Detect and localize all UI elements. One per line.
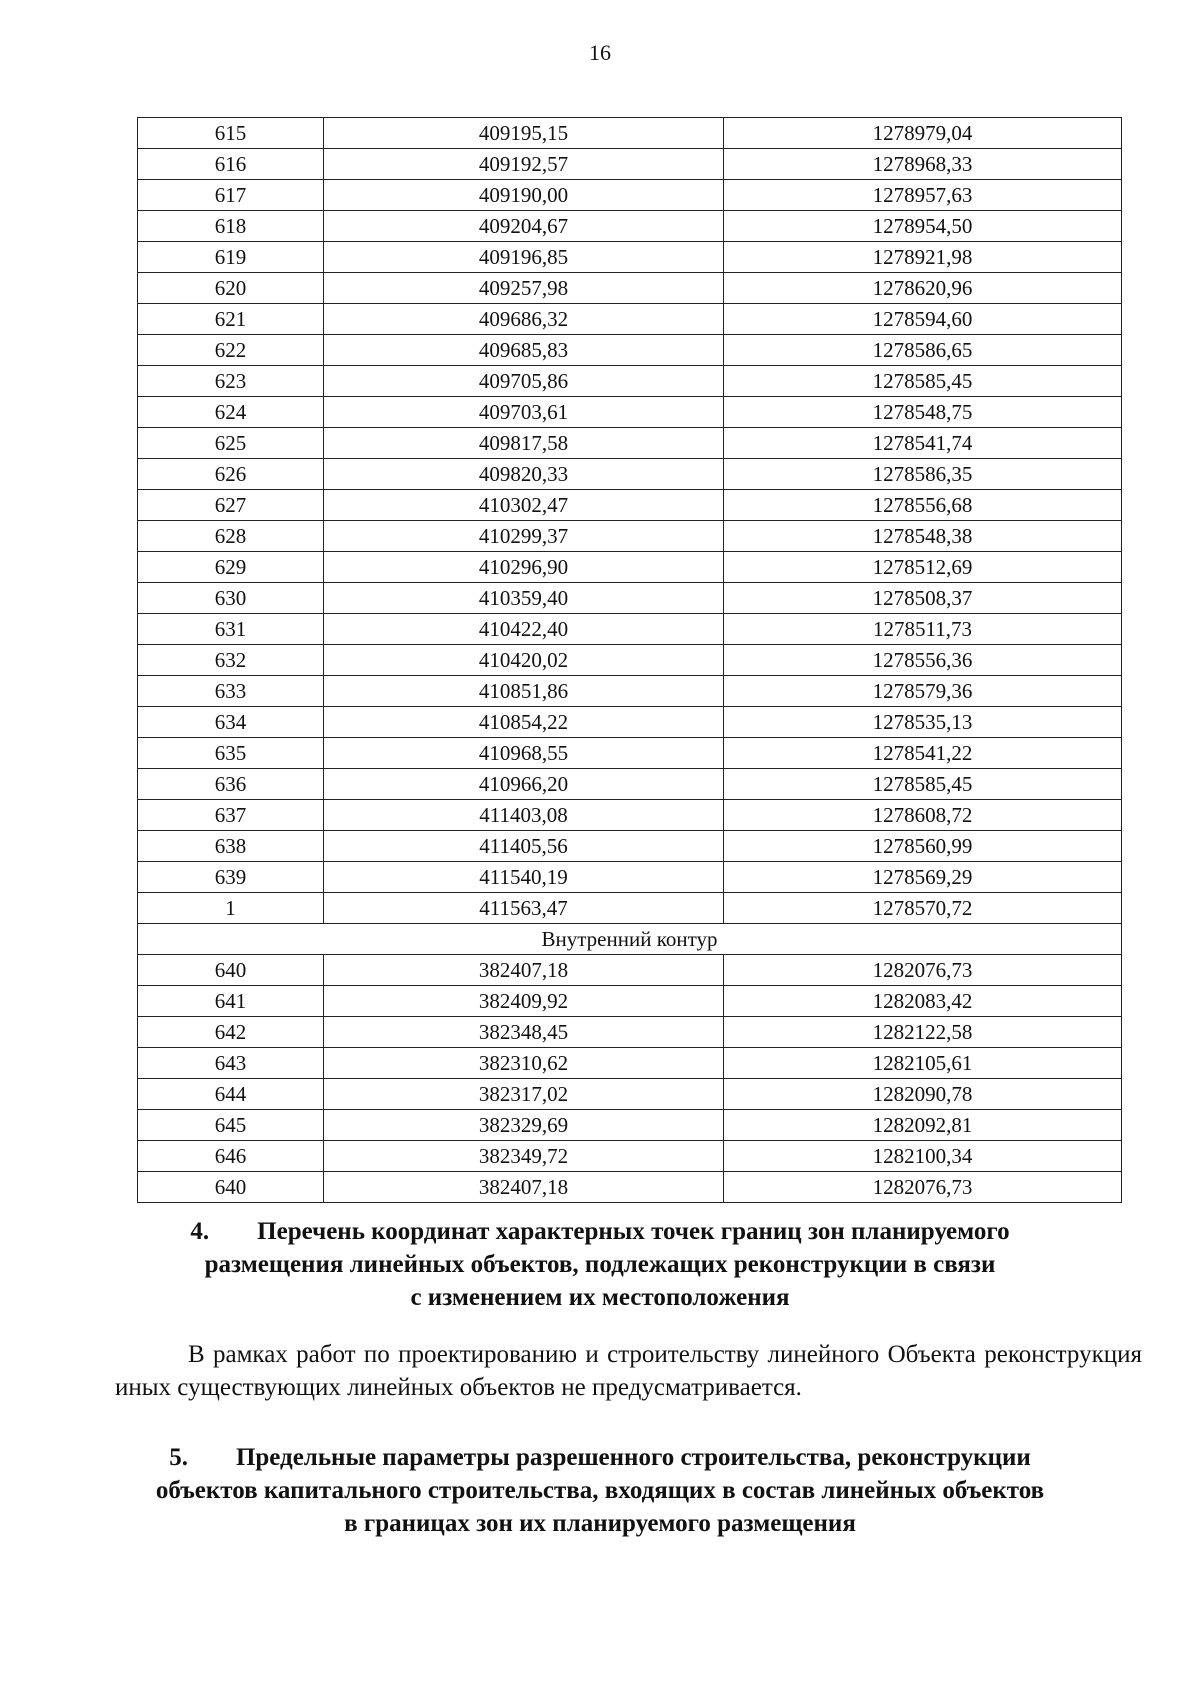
table-row — [138, 614, 1122, 645]
point-number-cell: 615 — [138, 118, 324, 149]
x-coordinate-cell: 411540,19 — [324, 862, 724, 893]
x-coordinate-cell: 409196,85 — [324, 242, 724, 273]
point-number-cell: 620 — [138, 273, 324, 304]
point-number-cell: 627 — [138, 490, 324, 521]
table-row — [138, 893, 1122, 924]
x-coordinate-cell: 409204,67 — [324, 211, 724, 242]
y-coordinate-cell: 1278968,33 — [724, 149, 1122, 180]
y-coordinate-cell: 1282083,42 — [724, 986, 1122, 1017]
point-number-cell: 622 — [138, 335, 324, 366]
y-coordinate-cell: 1282100,34 — [724, 1141, 1122, 1172]
x-coordinate-cell: 382349,72 — [324, 1141, 724, 1172]
y-coordinate-cell: 1278535,13 — [724, 707, 1122, 738]
y-coordinate-cell: 1278511,73 — [724, 614, 1122, 645]
table-row — [138, 149, 1122, 180]
table-row — [138, 180, 1122, 211]
point-number-cell: 618 — [138, 211, 324, 242]
point-number-cell: 646 — [138, 1141, 324, 1172]
section-4-title-line-2: размещения линейных объектов, подлежащих реконструкции в связи — [204, 1251, 996, 1278]
section-4-title-line-1: Перечень координат характерных точек границ зон планируемого — [257, 1218, 1010, 1245]
x-coordinate-cell: 410420,02 — [324, 645, 724, 676]
table-row — [138, 521, 1122, 552]
table-row — [138, 552, 1122, 583]
table-row — [138, 1110, 1122, 1141]
point-number-cell: 637 — [138, 800, 324, 831]
y-coordinate-cell: 1282076,73 — [724, 1172, 1122, 1203]
y-coordinate-cell: 1278556,68 — [724, 490, 1122, 521]
y-coordinate-cell: 1278541,22 — [724, 738, 1122, 769]
section-5-title-line-1: Предельные параметры разрешенного строительства, реконструкции — [235, 1444, 1031, 1471]
table-row — [138, 1048, 1122, 1079]
x-coordinate-cell: 410299,37 — [324, 521, 724, 552]
table-row — [138, 1141, 1122, 1172]
inner-contour-label: Внутренний контур — [138, 924, 1122, 955]
point-number-cell: 639 — [138, 862, 324, 893]
point-number-cell: 642 — [138, 1017, 324, 1048]
y-coordinate-cell: 1278579,36 — [724, 676, 1122, 707]
x-coordinate-cell: 409257,98 — [324, 273, 724, 304]
point-number-cell: 635 — [138, 738, 324, 769]
section-4-title-line-3: с изменением их местоположения — [410, 1284, 790, 1311]
section-4-paragraph: В рамках работ по проектированию и строительству линейного Объекта реконструкция иных существующих линейных объектов не предусматривается. — [115, 1341, 1142, 1401]
table-row — [138, 831, 1122, 862]
table-row — [138, 769, 1122, 800]
point-number-cell: 643 — [138, 1048, 324, 1079]
coordinates-table-body — [138, 118, 1122, 1203]
x-coordinate-cell: 382329,69 — [324, 1110, 724, 1141]
y-coordinate-cell: 1278556,36 — [724, 645, 1122, 676]
point-number-cell: 631 — [138, 614, 324, 645]
x-coordinate-cell: 410968,55 — [324, 738, 724, 769]
y-coordinate-cell: 1278548,75 — [724, 397, 1122, 428]
x-coordinate-cell: 410854,22 — [324, 707, 724, 738]
table-row — [138, 738, 1122, 769]
x-coordinate-cell: 409705,86 — [324, 366, 724, 397]
x-coordinate-cell: 382409,92 — [324, 986, 724, 1017]
x-coordinate-cell: 382348,45 — [324, 1017, 724, 1048]
table-row — [138, 707, 1122, 738]
x-coordinate-cell: 411563,47 — [324, 893, 724, 924]
y-coordinate-cell: 1278957,63 — [724, 180, 1122, 211]
x-coordinate-cell: 409190,00 — [324, 180, 724, 211]
point-number-cell: 619 — [138, 242, 324, 273]
x-coordinate-cell: 382310,62 — [324, 1048, 724, 1079]
point-number-cell: 624 — [138, 397, 324, 428]
x-coordinate-cell: 410302,47 — [324, 490, 724, 521]
x-coordinate-cell: 409703,61 — [324, 397, 724, 428]
section-5-heading — [100, 1441, 1100, 1540]
section-4-number: 4. — [190, 1218, 210, 1245]
table-row — [138, 335, 1122, 366]
point-number-cell: 636 — [138, 769, 324, 800]
table-row — [138, 428, 1122, 459]
x-coordinate-cell: 410966,20 — [324, 769, 724, 800]
page-number: 16 — [589, 40, 611, 65]
x-coordinate-cell: 409817,58 — [324, 428, 724, 459]
section-5-title-line-3: в границах зон их планируемого размещения — [344, 1510, 856, 1537]
y-coordinate-cell: 1278979,04 — [724, 118, 1122, 149]
point-number-cell: 645 — [138, 1110, 324, 1141]
y-coordinate-cell: 1278620,96 — [724, 273, 1122, 304]
point-number-cell: 629 — [138, 552, 324, 583]
table-row — [138, 242, 1122, 273]
point-number-cell: 1 — [138, 893, 324, 924]
y-coordinate-cell: 1278508,37 — [724, 583, 1122, 614]
x-coordinate-cell: 411403,08 — [324, 800, 724, 831]
table-row — [138, 459, 1122, 490]
x-coordinate-cell: 409685,83 — [324, 335, 724, 366]
x-coordinate-cell: 409192,57 — [324, 149, 724, 180]
table-row — [138, 862, 1122, 893]
y-coordinate-cell: 1282092,81 — [724, 1110, 1122, 1141]
inner-contour-row — [138, 924, 1122, 955]
point-number-cell: 628 — [138, 521, 324, 552]
point-number-cell: 640 — [138, 1172, 324, 1203]
y-coordinate-cell: 1278512,69 — [724, 552, 1122, 583]
coordinates-table — [137, 117, 1122, 1203]
y-coordinate-cell: 1278586,65 — [724, 335, 1122, 366]
point-number-cell: 632 — [138, 645, 324, 676]
section-4-heading — [100, 1215, 1100, 1314]
table-row — [138, 583, 1122, 614]
y-coordinate-cell: 1278548,38 — [724, 521, 1122, 552]
table-row — [138, 1079, 1122, 1110]
point-number-cell: 640 — [138, 955, 324, 986]
point-number-cell: 617 — [138, 180, 324, 211]
table-row — [138, 211, 1122, 242]
point-number-cell: 644 — [138, 1079, 324, 1110]
point-number-cell: 641 — [138, 986, 324, 1017]
x-coordinate-cell: 410851,86 — [324, 676, 724, 707]
y-coordinate-cell: 1278921,98 — [724, 242, 1122, 273]
table-row — [138, 645, 1122, 676]
point-number-cell: 621 — [138, 304, 324, 335]
table-row — [138, 490, 1122, 521]
point-number-cell: 625 — [138, 428, 324, 459]
y-coordinate-cell: 1278954,50 — [724, 211, 1122, 242]
x-coordinate-cell: 410422,40 — [324, 614, 724, 645]
y-coordinate-cell: 1278594,60 — [724, 304, 1122, 335]
y-coordinate-cell: 1282076,73 — [724, 955, 1122, 986]
table-row — [138, 1017, 1122, 1048]
point-number-cell: 638 — [138, 831, 324, 862]
table-row — [138, 676, 1122, 707]
y-coordinate-cell: 1278585,45 — [724, 769, 1122, 800]
y-coordinate-cell: 1282122,58 — [724, 1017, 1122, 1048]
table-row — [138, 955, 1122, 986]
point-number-cell: 626 — [138, 459, 324, 490]
table-row — [138, 397, 1122, 428]
table-row — [138, 304, 1122, 335]
point-number-cell: 623 — [138, 366, 324, 397]
table-row — [138, 118, 1122, 149]
x-coordinate-cell: 382317,02 — [324, 1079, 724, 1110]
y-coordinate-cell: 1278608,72 — [724, 800, 1122, 831]
point-number-cell: 616 — [138, 149, 324, 180]
point-number-cell: 633 — [138, 676, 324, 707]
x-coordinate-cell: 410359,40 — [324, 583, 724, 614]
y-coordinate-cell: 1282090,78 — [724, 1079, 1122, 1110]
table-row — [138, 800, 1122, 831]
x-coordinate-cell: 409195,15 — [324, 118, 724, 149]
x-coordinate-cell: 411405,56 — [324, 831, 724, 862]
x-coordinate-cell: 410296,90 — [324, 552, 724, 583]
x-coordinate-cell: 382407,18 — [324, 955, 724, 986]
x-coordinate-cell: 409820,33 — [324, 459, 724, 490]
y-coordinate-cell: 1278569,29 — [724, 862, 1122, 893]
table-row — [138, 1172, 1122, 1203]
y-coordinate-cell: 1278541,74 — [724, 428, 1122, 459]
y-coordinate-cell: 1278570,72 — [724, 893, 1122, 924]
table-row — [138, 986, 1122, 1017]
point-number-cell: 630 — [138, 583, 324, 614]
section-5-title-line-2: объектов капитального строительства, входящих в состав линейных объектов — [155, 1477, 1045, 1504]
y-coordinate-cell: 1278560,99 — [724, 831, 1122, 862]
y-coordinate-cell: 1278585,45 — [724, 366, 1122, 397]
table-row — [138, 366, 1122, 397]
x-coordinate-cell: 409686,32 — [324, 304, 724, 335]
table-row — [138, 273, 1122, 304]
section-5-number: 5. — [169, 1444, 188, 1471]
x-coordinate-cell: 382407,18 — [324, 1172, 724, 1203]
y-coordinate-cell: 1282105,61 — [724, 1048, 1122, 1079]
y-coordinate-cell: 1278586,35 — [724, 459, 1122, 490]
point-number-cell: 634 — [138, 707, 324, 738]
